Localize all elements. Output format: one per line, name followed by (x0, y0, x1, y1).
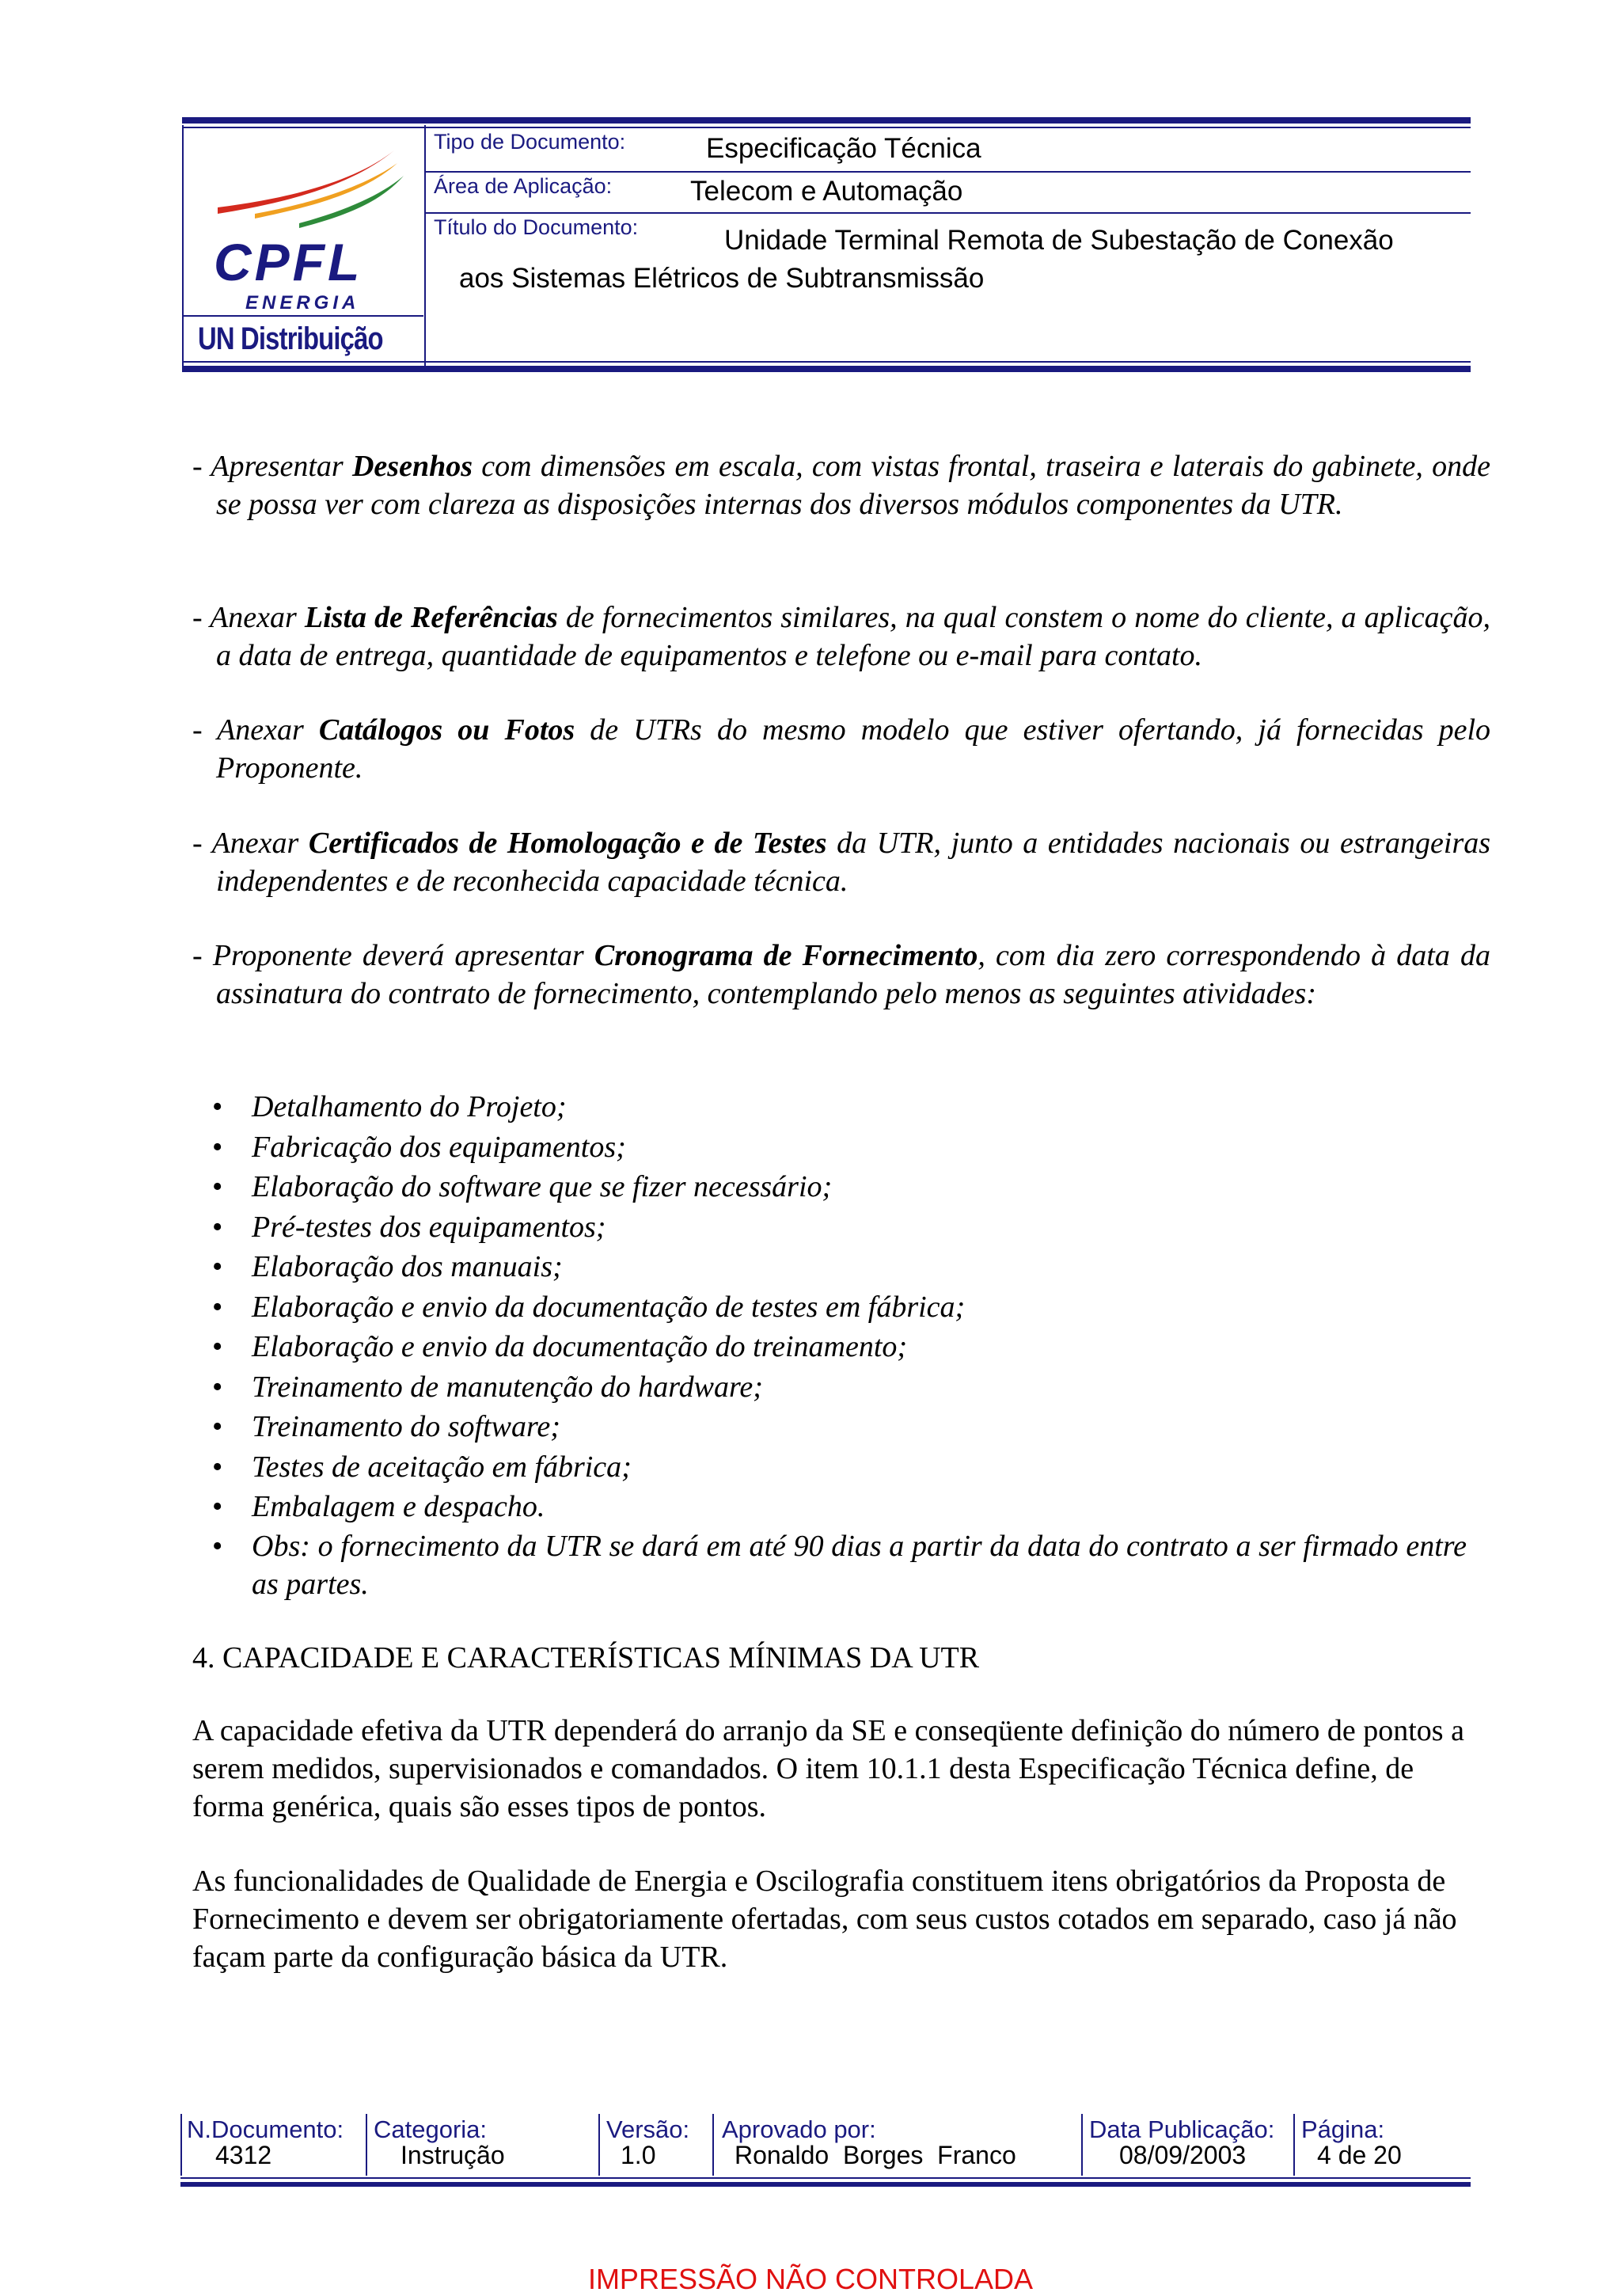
header-top-rule-thick (182, 117, 1471, 124)
emphasis: Certificados de Homologação e de Testes (308, 827, 827, 860)
logo-subtext: ENERGIA (245, 292, 360, 314)
dash-marker: - (192, 827, 212, 860)
dash-marker: - (192, 450, 211, 483)
doc-number-label: N.Documento: (187, 2115, 344, 2143)
dash-marker: - (192, 601, 211, 634)
footer-divider (1081, 2114, 1083, 2176)
bullet-icon: • (212, 1450, 223, 1484)
page-label: Página: (1301, 2115, 1385, 2143)
list-item: • Elaboração do software que se fizer necessário; (212, 1167, 1467, 1207)
footer-divider (712, 2114, 714, 2176)
footer-divider (366, 2114, 367, 2176)
title-label: Título do Documento: (434, 215, 639, 239)
footer-rule-thick (180, 2182, 1471, 2187)
bullet-icon: • (212, 1290, 223, 1324)
publication-date-label: Data Publicação: (1089, 2115, 1275, 2143)
header-bottom-rule-thin (182, 361, 1471, 363)
list-item: • Elaboração e envio da documentação do treinamento; (212, 1327, 1467, 1367)
logo-separator (182, 315, 423, 317)
section-heading: 4. CAPACIDADE E CARACTERÍSTICAS MÍNIMAS DA UTR (192, 1641, 980, 1674)
doc-type-label: Tipo de Documento: (434, 130, 626, 154)
list-item: • Elaboração dos manuais; (212, 1247, 1467, 1287)
page-value: 4 de 20 (1317, 2141, 1402, 2169)
list-item-references: - Anexar Lista de Referências de fornecimentos similares, na qual constem o nome do cliente, a aplicação, a data de entrega, quantidade de equipamentos e telefone ou e-mail para contato. (192, 601, 1490, 672)
doc-type-value: Especificação Técnica (706, 133, 981, 164)
header-row-rule-1 (426, 171, 1471, 173)
bullet-icon: • (212, 1330, 223, 1363)
dash-marker: - (192, 939, 213, 972)
activities-list (212, 1087, 1467, 1603)
header-divider (424, 125, 426, 367)
bullet-icon: • (212, 1529, 223, 1563)
list-item: • Detalhamento do Projeto; (212, 1087, 1467, 1127)
bullet-icon: • (212, 1170, 223, 1203)
footer-left-border (180, 2114, 182, 2176)
approved-by-label: Aprovado por: (722, 2115, 876, 2143)
emphasis: Cronograma de Fornecimento (594, 939, 978, 972)
bullet-icon: • (212, 1490, 223, 1523)
logo-swoosh-icon (182, 125, 423, 315)
emphasis: Catálogos ou Fotos (318, 713, 575, 747)
bullet-icon: • (212, 1090, 223, 1123)
bullet-icon: • (212, 1370, 223, 1404)
bullet-icon: • (212, 1210, 223, 1244)
list-item: • Treinamento de manutenção do hardware; (212, 1367, 1467, 1408)
bullet-icon: • (212, 1250, 223, 1283)
bullet-icon: • (212, 1130, 223, 1164)
bullet-icon: • (212, 1410, 223, 1443)
list-item-certificates: - Anexar Certificados de Homologação e de Testes da UTR, junto a entidades nacionais ou estrangeiras independentes e de reconhecida capacidade técnica. (192, 827, 1491, 898)
logo-text: CPFL (214, 233, 363, 291)
doc-number-value: 4312 (215, 2141, 272, 2169)
version-label: Versão: (606, 2115, 690, 2143)
list-item: • Fabricação dos equipamentos; (212, 1127, 1467, 1168)
area-label: Área de Aplicação: (434, 174, 613, 198)
version-value: 1.0 (621, 2141, 656, 2169)
category-label: Categoria: (374, 2115, 488, 2143)
uncontrolled-print-notice: IMPRESSÃO NÃO CONTROLADA (587, 2263, 1034, 2295)
list-item: • Obs: o fornecimento da UTR se dará em até 90 dias a partir da data do contrato a ser firmado entre as partes. (212, 1527, 1467, 1603)
footer-divider (598, 2114, 600, 2176)
dash-marker: - (192, 713, 218, 747)
list-item: • Testes de aceitação em fábrica; (212, 1447, 1467, 1488)
list-item-catalogs: - Anexar Catálogos ou Fotos de UTRs do mesmo modelo que estiver ofertando, já fornecidas pelo Proponente. (192, 713, 1491, 785)
approved-by-value: Ronaldo Borges Franco (735, 2141, 1016, 2169)
paragraph-capacity: A capacidade efetiva da UTR dependerá do arranjo da SE e conseqüente definição do número de pontos a serem medidos, supervisionados e comandados. O item 10.1.1 desta Especificação Técnica define, de forma genérica, quais são esses tipos de pontos. (192, 1714, 1464, 1823)
category-value: Instrução (401, 2141, 505, 2169)
footer-rule-thin (180, 2177, 1471, 2179)
list-item: • Embalagem e despacho. (212, 1487, 1467, 1527)
emphasis: Desenhos (351, 450, 473, 483)
list-item-drawings: - Apresentar Desenhos com dimensões em escala, com vistas frontal, traseira e laterais do gabinete, onde se possa ver com clareza as disposições internas dos diversos módulos componentes da UTR. (192, 450, 1490, 521)
title-value-line2: aos Sistemas Elétricos de Subtransmissão (459, 263, 985, 294)
unit-label: UN Distribuição (198, 321, 383, 356)
list-item-schedule: - Proponente deverá apresentar Cronograma de Fornecimento, com dia zero correspondendo à data da assinatura do contrato de fornecimento, contemplando pelo menos as seguintes atividades: (192, 939, 1490, 1010)
list-item: • Treinamento do software; (212, 1407, 1467, 1447)
header-bottom-rule-thick (182, 366, 1471, 372)
list-item: • Elaboração e envio da documentação de testes em fábrica; (212, 1287, 1467, 1328)
paragraph-functionalities: As funcionalidades de Qualidade de Energia e Oscilografia constituem itens obrigatórios da Proposta de Fornecimento e devem ser obrigatoriamente ofertadas, com seus custos cotados em separado, caso já não façam parte da configuração básica da UTR. (192, 1865, 1457, 1974)
company-logo (182, 125, 423, 367)
list-item: • Pré-testes dos equipamentos; (212, 1207, 1467, 1248)
document-footer (180, 2112, 1471, 2187)
emphasis: Lista de Referências (304, 601, 558, 634)
title-value-line1: Unidade Terminal Remota de Subestação de Conexão (724, 225, 1394, 256)
header-row-rule-2 (426, 212, 1471, 214)
publication-date-value: 08/09/2003 (1119, 2141, 1247, 2169)
document-header (182, 117, 1471, 380)
footer-divider (1293, 2114, 1295, 2176)
area-value: Telecom e Automação (690, 176, 963, 207)
